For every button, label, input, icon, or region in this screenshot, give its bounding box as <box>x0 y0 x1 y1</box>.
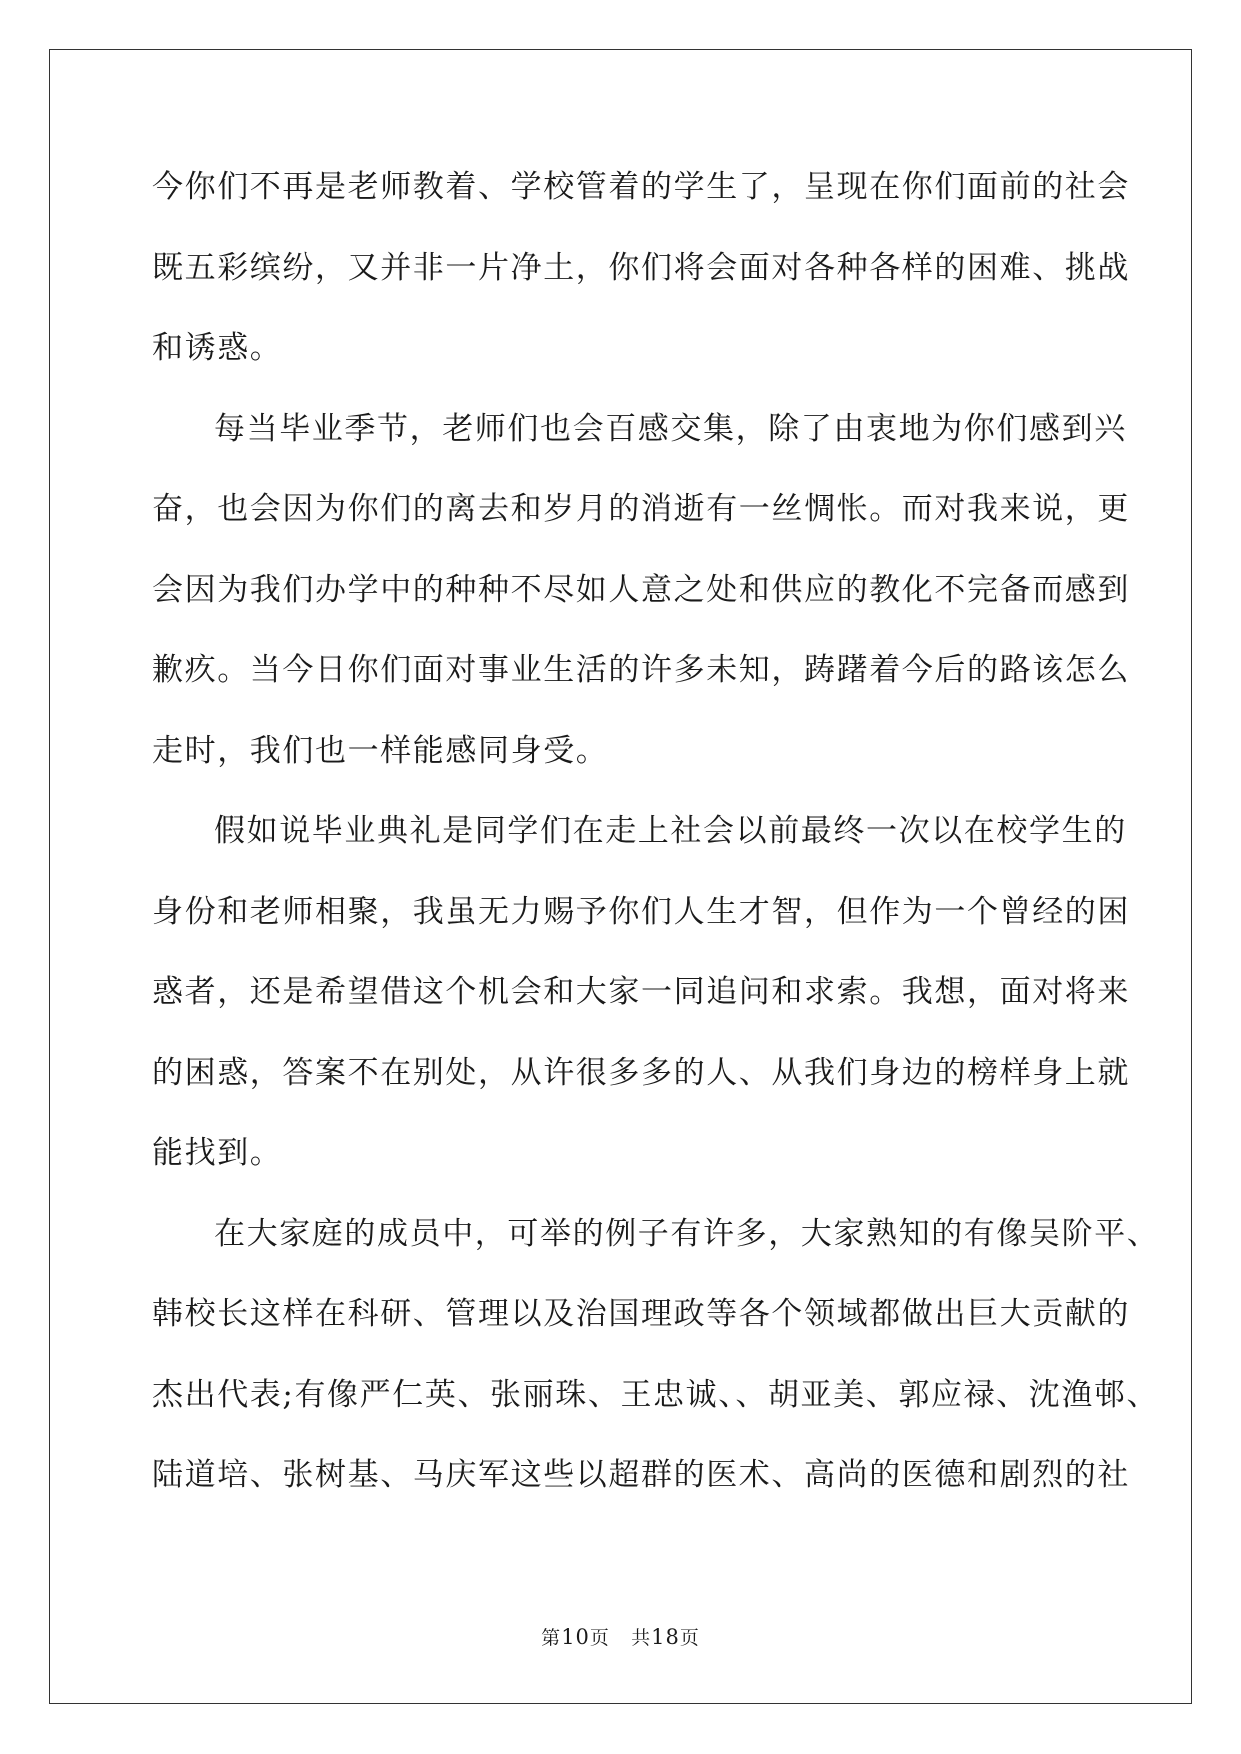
text-line: 今你们不再是老师教着、学校管着的学生了，呈现在你们面前的社会 <box>152 169 1130 205</box>
text-line: 陆道培、张树基、马庆军这些以超群的医术、高尚的医德和剧烈的社 <box>152 1457 1130 1493</box>
footer-total-suffix: 页 <box>679 1627 700 1649</box>
text-line: 杰出代表;有像严仁英、张丽珠、王忠诚、、胡亚美、郭应禄、沈渔邨、 <box>152 1376 1160 1413</box>
footer-total-prefix: 共 <box>631 1627 652 1649</box>
text-line: 能找到。 <box>152 1135 283 1171</box>
text-line: 奋，也会因为你们的离去和岁月的消逝有一丝惆怅。而对我来说，更 <box>152 491 1130 527</box>
paragraph-first-line: 每当毕业季节，老师们也会百感交集，除了由衷地为你们感到兴 <box>214 410 1127 447</box>
paragraph-first-line: 在大家庭的成员中，可举的例子有许多，大家熟知的有像吴阶平、 <box>214 1215 1160 1252</box>
current-page-number: 10 <box>561 1625 590 1649</box>
footer-prefix: 第 <box>541 1627 562 1649</box>
page-footer <box>0 1623 1241 1650</box>
total-pages-number: 18 <box>651 1625 680 1649</box>
text-line: 歉疚。当今日你们面对事业生活的许多未知，踌躇着今后的路该怎么 <box>152 652 1130 688</box>
text-line: 会因为我们办学中的种种不尽如人意之处和供应的教化不完备而感到 <box>152 571 1130 608</box>
document-body <box>152 160 1160 1529</box>
text-line: 和诱惑。 <box>152 330 283 366</box>
text-line: 走时，我们也一样能感同身受。 <box>152 732 609 769</box>
paragraph-first-line: 假如说毕业典礼是同学们在走上社会以前最终一次以在校学生的 <box>214 813 1127 849</box>
text-line: 的困惑，答案不在别处，从许很多多的人、从我们身边的榜样身上就 <box>152 1054 1130 1091</box>
footer-page-suffix: 页 <box>589 1627 610 1649</box>
text-line: 惑者，还是希望借这个机会和大家一同追问和求索。我想，面对将来 <box>152 974 1130 1010</box>
text-line: 韩校长这样在科研、管理以及治国理政等各个领域都做出巨大贡献的 <box>152 1296 1130 1332</box>
text-line: 身份和老师相聚，我虽无力赐予你们人生才智，但作为一个曾经的困 <box>152 893 1130 930</box>
text-line: 既五彩缤纷，又并非一片净土，你们将会面对各种各样的困难、挑战 <box>152 249 1130 286</box>
